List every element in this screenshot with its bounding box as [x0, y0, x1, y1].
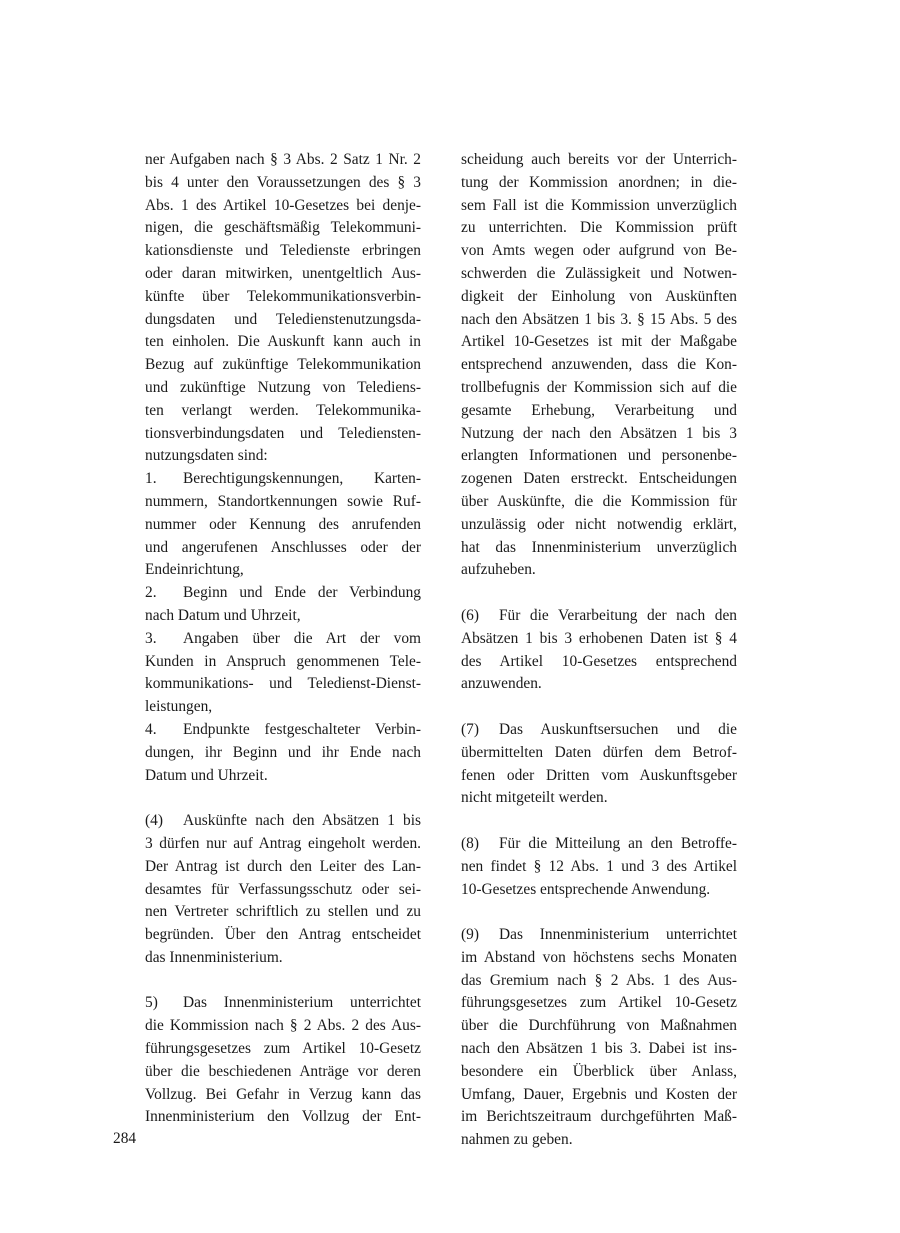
text-line	[145, 172, 421, 195]
item-number: 3.	[145, 629, 157, 647]
line-text: fenen oder Dritten vom Auskunftsgeber	[461, 766, 737, 784]
line-text: Innenministerium den Vollzug der Ent-	[145, 1108, 421, 1126]
text-line	[461, 377, 737, 400]
text-line	[145, 537, 421, 560]
paragraph-gap	[145, 970, 421, 993]
text-line	[461, 491, 737, 514]
text-line	[461, 833, 737, 856]
line-text: nahmen zu geben.	[461, 1131, 573, 1149]
text-line	[145, 879, 421, 902]
line-text: über Auskünfte, die die Kommission für	[461, 492, 737, 510]
line-text: anzuwenden.	[461, 675, 542, 693]
line-text: nigen, die geschäftsmäßig Telekommuni-	[145, 219, 421, 237]
line-text: Das Innenministerium unterrichtet	[183, 994, 421, 1012]
line-text: entsprechend anzuwenden, dass die Kon-	[461, 356, 737, 374]
right-text-column	[461, 149, 737, 1152]
text-line	[461, 947, 737, 970]
line-text: führungsgesetzes zum Artikel 10-Gesetz	[145, 1040, 421, 1058]
item-number: 4.	[145, 720, 157, 738]
line-text: hat das Innenministerium unverzüglich	[461, 538, 737, 556]
line-text: kationsdienste und Teledienste erbringen	[145, 242, 421, 260]
line-text: zu unterrichten. Die Kommission prüft	[461, 219, 737, 237]
text-line	[145, 423, 421, 446]
left-text-column	[145, 149, 421, 1129]
text-line	[461, 172, 737, 195]
text-line	[145, 1106, 421, 1129]
line-text: dungsdaten und Teledienstenutzungsda-	[145, 310, 421, 328]
text-line	[145, 1015, 421, 1038]
line-text: nen Vertreter schriftlich zu stellen und zu	[145, 903, 421, 921]
paragraph-gap	[145, 787, 421, 810]
text-line	[145, 947, 421, 970]
text-line	[145, 696, 421, 719]
text-line	[461, 217, 737, 240]
line-text: begründen. Über den Antrag entscheidet	[145, 926, 421, 944]
text-line	[145, 514, 421, 537]
text-line	[145, 1061, 421, 1084]
line-text: gesamte Erhebung, Verarbeitung und	[461, 401, 737, 419]
text-line	[461, 400, 737, 423]
line-text: Datum und Uhrzeit.	[145, 766, 268, 784]
text-line	[461, 1015, 737, 1038]
line-text: kommunikations- und Teledienst-Dienst-	[145, 675, 421, 693]
line-text: künfte über Telekommunikationsverbin-	[145, 287, 421, 305]
item-number: (9)	[461, 926, 479, 944]
text-line	[145, 651, 421, 674]
line-text: bis 4 unter den Voraussetzungen des § 3	[145, 173, 421, 191]
line-text: des Artikel 10-Gesetzes entsprechend	[461, 652, 737, 670]
text-line	[461, 468, 737, 491]
text-line	[461, 331, 737, 354]
text-line	[461, 1106, 737, 1129]
text-line	[145, 719, 421, 742]
page-number: 284	[113, 1130, 137, 1147]
line-text: dungen, ihr Beginn und ihr Ende nach	[145, 743, 421, 761]
line-text: Das Innenministerium unterrichtet	[499, 926, 737, 944]
line-text: Absätzen 1 bis 3 erhobenen Daten ist § 4	[461, 629, 737, 647]
text-line	[461, 1084, 737, 1107]
line-text: zogenen Daten erstreckt. Entscheidungen	[461, 470, 737, 488]
line-text: tung der Kommission anordnen; in die-	[461, 173, 737, 191]
line-text: unzulässig oder nicht notwendig erklärt,	[461, 515, 737, 533]
line-text: scheidung auch bereits vor der Unterrich-	[461, 151, 737, 168]
item-number: (6)	[461, 606, 479, 624]
text-line	[145, 605, 421, 628]
paragraph-gap	[461, 582, 737, 605]
text-line	[145, 491, 421, 514]
text-line	[145, 582, 421, 605]
line-text: Endeinrichtung,	[145, 561, 244, 579]
line-text: Nutzung der nach den Absätzen 1 bis 3	[461, 424, 737, 442]
line-text: oder daran mitwirken, unentgeltlich Aus-	[145, 264, 421, 282]
text-line	[461, 286, 737, 309]
line-text: Vollzug. Bei Gefahr in Verzug kann das	[145, 1085, 421, 1103]
text-line	[145, 833, 421, 856]
text-line	[145, 856, 421, 879]
text-line	[145, 217, 421, 240]
text-line	[461, 970, 737, 993]
line-text: Auskünfte nach den Absätzen 1 bis	[183, 812, 421, 830]
line-text: leistungen,	[145, 698, 213, 716]
line-text: 3 dürfen nur auf Antrag eingeholt werden.	[145, 834, 421, 852]
line-text: digkeit der Einholung von Auskünften	[461, 287, 737, 305]
text-line	[145, 331, 421, 354]
text-line	[461, 992, 737, 1015]
text-line	[461, 719, 737, 742]
text-line	[461, 651, 737, 674]
line-text: sem Fall ist die Kommission unverzüglich	[461, 196, 737, 214]
text-line	[145, 924, 421, 947]
text-line	[461, 673, 737, 696]
text-line	[145, 149, 421, 172]
line-text: nen findet § 12 Abs. 1 und 3 des Artikel	[461, 857, 737, 875]
line-text: Das Auskunftsersuchen und die	[499, 720, 737, 738]
line-text: tionsverbindungsdaten und Telediensten-	[145, 424, 421, 442]
line-text: über die beschiedenen Anträge vor deren	[145, 1062, 421, 1080]
line-text: nummer oder Kennung des anrufenden	[145, 515, 421, 533]
text-line	[461, 423, 737, 446]
item-number: 5)	[145, 994, 158, 1012]
item-number: (4)	[145, 812, 163, 830]
line-text: erlangten Informationen und personenbe-	[461, 447, 737, 465]
text-line	[145, 309, 421, 332]
text-line	[145, 286, 421, 309]
text-line	[461, 628, 737, 651]
text-line	[461, 309, 737, 332]
text-line	[145, 1038, 421, 1061]
text-line	[145, 765, 421, 788]
line-text: Angaben über die Art der vom	[183, 629, 421, 647]
text-line	[461, 149, 737, 172]
line-text: Artikel 10-Gesetzes ist mit der Maßgabe	[461, 333, 737, 351]
text-line	[145, 628, 421, 651]
line-text: und angerufenen Anschlusses oder der	[145, 538, 421, 556]
line-text: Endpunkte festgeschalteter Verbin-	[183, 720, 421, 738]
line-text: Abs. 1 des Artikel 10-Gesetzes bei denje-	[145, 196, 421, 214]
text-line	[461, 445, 737, 468]
text-line	[145, 992, 421, 1015]
paragraph-gap	[461, 810, 737, 833]
text-line	[145, 559, 421, 582]
text-line	[145, 354, 421, 377]
text-line	[461, 514, 737, 537]
text-line	[461, 742, 737, 765]
line-text: Berechtigungskennungen, Karten-	[183, 470, 421, 488]
line-text: das Gremium nach § 2 Abs. 1 des Aus-	[461, 971, 737, 989]
text-line	[461, 765, 737, 788]
line-text: besondere ein Überblick über Anlass,	[461, 1062, 737, 1080]
text-line	[461, 354, 737, 377]
line-text: Beginn und Ende der Verbindung	[183, 584, 421, 602]
line-text: Der Antrag ist durch den Leiter des Lan-	[145, 857, 421, 875]
text-line	[145, 240, 421, 263]
line-text: von Amts wegen oder aufgrund von Be-	[461, 242, 737, 260]
text-line	[461, 263, 737, 286]
text-line	[145, 673, 421, 696]
text-line	[461, 1129, 737, 1152]
line-text: ner Aufgaben nach § 3 Abs. 2 Satz 1 Nr. 2	[145, 151, 421, 168]
text-line	[145, 195, 421, 218]
line-text: Bezug auf zukünftige Telekommunikation	[145, 356, 421, 374]
text-line	[145, 377, 421, 400]
text-line	[461, 195, 737, 218]
item-number: 2.	[145, 584, 157, 602]
line-text: nummern, Standortkennungen sowie Ruf-	[145, 492, 421, 510]
text-line	[461, 856, 737, 879]
line-text: über die Durchführung von Maßnahmen	[461, 1017, 737, 1035]
line-text: ten verlangt werden. Telekommunika-	[145, 401, 421, 419]
line-text: ten einholen. Die Auskunft kann auch in	[145, 333, 421, 351]
text-line	[145, 901, 421, 924]
text-line	[461, 879, 737, 902]
text-line	[145, 1084, 421, 1107]
text-line	[461, 1038, 737, 1061]
line-text: nutzungsdaten sind:	[145, 447, 268, 465]
text-line	[461, 240, 737, 263]
line-text: nach den Absätzen 1 bis 3. Dabei ist ins-	[461, 1040, 737, 1058]
paragraph-gap	[461, 696, 737, 719]
paragraph-gap	[461, 901, 737, 924]
line-text: die Kommission nach § 2 Abs. 2 des Aus-	[145, 1017, 421, 1035]
text-line	[145, 263, 421, 286]
text-line	[461, 1061, 737, 1084]
text-line	[145, 468, 421, 491]
line-text: Für die Mitteilung an den Betroffe-	[499, 834, 737, 852]
line-text: Umfang, Dauer, Ergebnis und Kosten der	[461, 1085, 737, 1103]
line-text: nicht mitgeteilt werden.	[461, 789, 608, 807]
line-text: übermittelten Daten dürfen dem Betrof-	[461, 743, 737, 761]
text-line	[461, 537, 737, 560]
line-text: trollbefugnis der Kommission sich auf die	[461, 378, 737, 396]
line-text: und zukünftige Nutzung von Telediens-	[145, 378, 421, 396]
line-text: Kunden in Anspruch genommenen Tele-	[145, 652, 421, 670]
text-line	[461, 787, 737, 810]
text-line	[461, 559, 737, 582]
line-text: im Abstand von höchstens sechs Monaten	[461, 948, 737, 966]
line-text: desamtes für Verfassungsschutz oder sei-	[145, 880, 421, 898]
line-text: 10-Gesetzes entsprechende Anwendung.	[461, 880, 711, 898]
text-line	[145, 810, 421, 833]
line-text: nach Datum und Uhrzeit,	[145, 606, 301, 624]
text-line	[461, 605, 737, 628]
line-text: das Innenministerium.	[145, 948, 283, 966]
text-line	[145, 445, 421, 468]
line-text: nach den Absätzen 1 bis 3. § 15 Abs. 5 des	[461, 310, 737, 328]
item-number: (7)	[461, 720, 479, 738]
line-text: Für die Verarbeitung der nach den	[499, 606, 737, 624]
item-number: (8)	[461, 834, 479, 852]
text-line	[145, 400, 421, 423]
line-text: schwerden die Zulässigkeit und Notwen-	[461, 264, 737, 282]
line-text: führungsgesetzes zum Artikel 10-Gesetz	[461, 994, 737, 1012]
text-line	[461, 924, 737, 947]
item-number: 1.	[145, 470, 157, 488]
line-text: aufzuheben.	[461, 561, 536, 579]
line-text: im Berichtszeitraum durchgeführten Maß-	[461, 1108, 737, 1126]
text-line	[145, 742, 421, 765]
